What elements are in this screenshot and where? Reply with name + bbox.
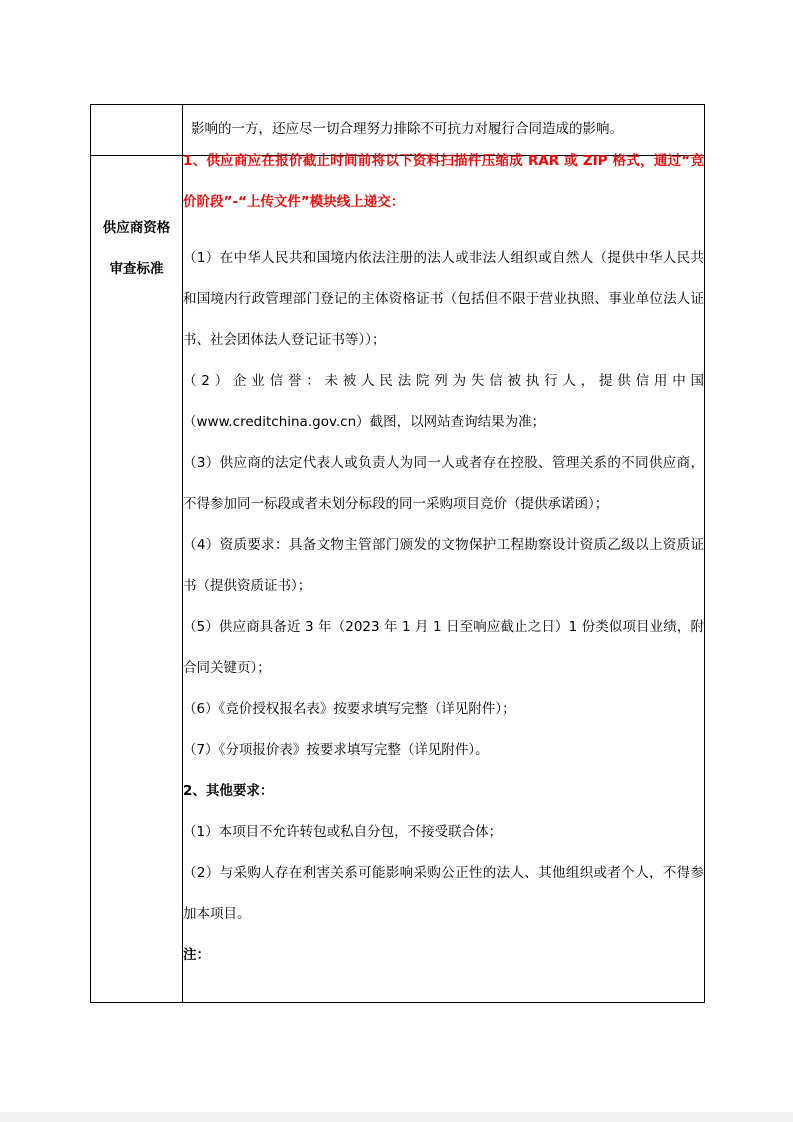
page-bottom-band: [0, 1112, 793, 1122]
requirement-2-paragraph: （2）企业信誉：未被人民法院列为失信被执行人，提供信用中国（www.creditchina.gov.cn）截图，以网站查询结果为准；: [183, 373, 704, 430]
requirement-1-paragraph: （1）在中华人民共和国境内依法注册的法人或非法人组织或自然人（提供中华人民共和国境内行政管理部门登记的主体资格证书（包括但不限于营业执照、事业单位法人证书、社会团体法人登记证书等））；: [183, 250, 704, 348]
force-majeure-text: 影响的一方，还应尽一切合理努力排除不可抗力对履行合同造成的影响。: [191, 121, 623, 137]
other-requirement-2-paragraph: （2）与采购人存在利害关系可能影响采购公正性的法人、其他组织或者个人，不得参加本项目。: [183, 865, 704, 922]
requirement-4-paragraph: （4）资质要求：具备文物主管部门颁发的文物保护工程勘察设计资质乙级以上资质证书（提供资质证书）；: [183, 537, 704, 594]
requirement-5-paragraph: （5）供应商具备近 3 年（2023 年 1 月 1 日至响应截止之日）1 份类似项目业绩，附合同关键页）；: [183, 619, 704, 676]
requirement-7-paragraph: （7）《分项报价表》按要求填写完整（详见附件）。: [183, 742, 489, 758]
qualification-label: [91, 208, 182, 290]
table-row: [91, 156, 705, 1003]
label-cell-qualification: [91, 156, 183, 1003]
upload-instruction-paragraph: 1、供应商应在报价截止时间前将以下资料扫描件压缩成 RAR 或 ZIP 格式，通过“竞价阶段”-“上传文件”模块线上递交：: [183, 153, 704, 210]
note-heading: 注：: [183, 947, 210, 963]
requirement-6-paragraph: （6）《竞价授权报名表》按要求填写完整（详见附件）；: [183, 701, 516, 717]
label-cell-empty: [91, 105, 183, 156]
requirements-table: [90, 104, 705, 1003]
other-requirement-1-paragraph: （1）本项目不允许转包或私自分包，不接受联合体；: [183, 824, 503, 840]
other-requirements-heading: 2、其他要求：: [183, 783, 274, 799]
red-paragraph-block: [183, 153, 704, 210]
label-line-1: 供应商资格: [102, 220, 171, 236]
requirement-3-paragraph: （3）供应商的法定代表人或负责人为同一人或者存在控股、管理关系的不同供应商，不得参加同一标段或者未划分标段的同一采购项目竞价（提供承诺函）；: [183, 455, 704, 512]
label-line-2: 审查标准: [109, 261, 164, 277]
content-cell-qualification: [183, 153, 705, 1003]
top-row-label: [91, 105, 182, 119]
